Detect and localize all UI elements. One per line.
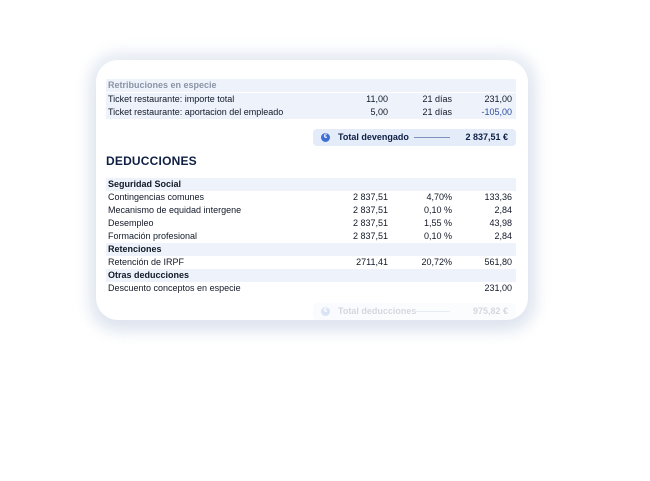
- payslip-card: [96, 60, 528, 320]
- table-row: Ticket restaurante: aportacion del empleado 5,00 21 días -105,00: [106, 106, 516, 119]
- retenciones-header: Retenciones: [106, 243, 516, 256]
- table-row: Retención de IRPF 2711,41 20,72% 561,80: [108, 257, 512, 267]
- table-row: Contingencias comunes 2 837,51 4,70% 133,36: [108, 192, 512, 202]
- seguridad-social-header: Seguridad Social: [106, 178, 516, 191]
- table-row: Ticket restaurante: importe total 11,00 21 días 231,00: [106, 93, 516, 106]
- leader-line: [414, 311, 450, 312]
- total-devengado-label: Total devengado: [338, 132, 409, 142]
- total-deducciones-label: Total deducciones: [338, 306, 417, 316]
- otras-deducciones-header: Otras deducciones: [106, 269, 516, 282]
- deducciones-title: DEDUCCIONES: [106, 154, 197, 168]
- table-row: Descuento conceptos en especie 231,00: [108, 283, 512, 293]
- table-row: Formación profesional 2 837,51 0,10 % 2,84: [108, 231, 512, 241]
- total-deducciones: [313, 303, 516, 320]
- total-devengado-value: 2 837,51 €: [465, 132, 508, 142]
- total-deducciones-value: 975,82 €: [472, 306, 508, 316]
- euro-icon: €: [321, 307, 330, 316]
- table-row: Desempleo 2 837,51 1,55 % 43,98: [108, 218, 512, 228]
- especie-header-label: Retribuciones en especie: [108, 80, 217, 90]
- euro-icon: €: [321, 133, 330, 142]
- table-row: Mecanismo de equidad intergene 2 837,51 0,10 % 2,84: [108, 205, 512, 215]
- leader-line: [414, 137, 450, 138]
- total-devengado: [313, 129, 516, 146]
- especie-header: [106, 79, 516, 92]
